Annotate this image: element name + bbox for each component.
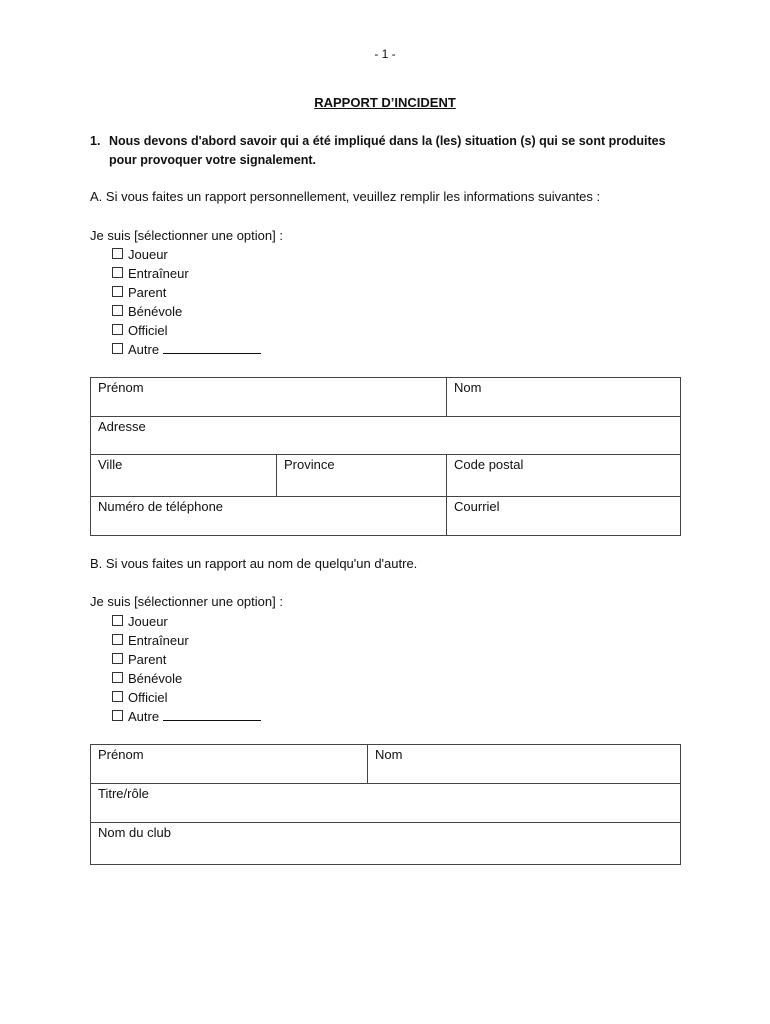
section-b-role-options xyxy=(112,612,261,726)
role-option-label: Autre xyxy=(128,709,160,724)
field-courriel[interactable]: Courriel xyxy=(447,497,681,536)
question-number: 1. xyxy=(90,134,101,148)
role-option-joueur[interactable] xyxy=(112,612,261,631)
autre-blank-line[interactable] xyxy=(163,341,261,354)
role-option-label: Entraîneur xyxy=(128,633,189,648)
question-1 xyxy=(90,132,690,170)
field-prenom[interactable]: Prénom xyxy=(91,745,368,784)
section-a-form-table xyxy=(90,377,681,536)
field-prenom[interactable]: Prénom xyxy=(91,378,447,417)
section-b-role-prompt: Je suis [sélectionner une option] : xyxy=(90,594,283,609)
field-province[interactable]: Province xyxy=(277,455,447,497)
field-adresse[interactable]: Adresse xyxy=(91,417,681,455)
role-option-autre[interactable] xyxy=(112,340,261,359)
field-nom[interactable]: Nom xyxy=(447,378,681,417)
checkbox-icon[interactable] xyxy=(112,672,123,683)
autre-blank-line[interactable] xyxy=(163,708,261,721)
checkbox-icon[interactable] xyxy=(112,305,123,316)
role-option-label: Officiel xyxy=(128,690,168,705)
section-b-intro: B. Si vous faites un rapport au nom de quelqu'un d'autre. xyxy=(90,556,418,571)
field-nom-du-club[interactable]: Nom du club xyxy=(91,823,681,865)
checkbox-icon[interactable] xyxy=(112,653,123,664)
role-option-parent[interactable] xyxy=(112,283,261,302)
section-a-intro: A. Si vous faites un rapport personnellement, veuillez remplir les informations suivantes : xyxy=(90,189,601,204)
checkbox-icon[interactable] xyxy=(112,324,123,335)
role-option-label: Autre xyxy=(128,342,160,357)
checkbox-icon[interactable] xyxy=(112,634,123,645)
role-option-label: Joueur xyxy=(128,614,168,629)
role-option-benevole[interactable] xyxy=(112,302,261,321)
role-option-officiel[interactable] xyxy=(112,688,261,707)
checkbox-icon[interactable] xyxy=(112,710,123,721)
role-option-entraineur[interactable] xyxy=(112,631,261,650)
checkbox-icon[interactable] xyxy=(112,286,123,297)
role-option-parent[interactable] xyxy=(112,650,261,669)
checkbox-icon[interactable] xyxy=(112,615,123,626)
document-title: RAPPORT D’INCIDENT xyxy=(314,95,456,110)
role-option-label: Officiel xyxy=(128,323,168,338)
section-a-role-options xyxy=(112,245,261,359)
field-code-postal[interactable]: Code postal xyxy=(447,455,681,497)
section-a-role-prompt: Je suis [sélectionner une option] : xyxy=(90,228,283,243)
question-text: Nous devons d'abord savoir qui a été impliqué dans la (les) situation (s) qui se sont produites pour provoquer votre signalement. xyxy=(109,134,666,167)
role-option-label: Bénévole xyxy=(128,304,183,319)
role-option-entraineur[interactable] xyxy=(112,264,261,283)
role-option-officiel[interactable] xyxy=(112,321,261,340)
role-option-label: Parent xyxy=(128,285,167,300)
role-option-label: Entraîneur xyxy=(128,266,189,281)
checkbox-icon[interactable] xyxy=(112,343,123,354)
field-ville[interactable]: Ville xyxy=(91,455,277,497)
role-option-benevole[interactable] xyxy=(112,669,261,688)
role-option-autre[interactable] xyxy=(112,707,261,726)
role-option-label: Joueur xyxy=(128,247,168,262)
page-number: - 1 - xyxy=(374,47,396,61)
field-nom[interactable]: Nom xyxy=(368,745,681,784)
field-titre-role[interactable]: Titre/rôle xyxy=(91,784,681,823)
field-telephone[interactable]: Numéro de téléphone xyxy=(91,497,447,536)
role-option-label: Bénévole xyxy=(128,671,183,686)
checkbox-icon[interactable] xyxy=(112,248,123,259)
checkbox-icon[interactable] xyxy=(112,267,123,278)
role-option-joueur[interactable] xyxy=(112,245,261,264)
role-option-label: Parent xyxy=(128,652,167,667)
section-b-form-table xyxy=(90,744,681,865)
checkbox-icon[interactable] xyxy=(112,691,123,702)
